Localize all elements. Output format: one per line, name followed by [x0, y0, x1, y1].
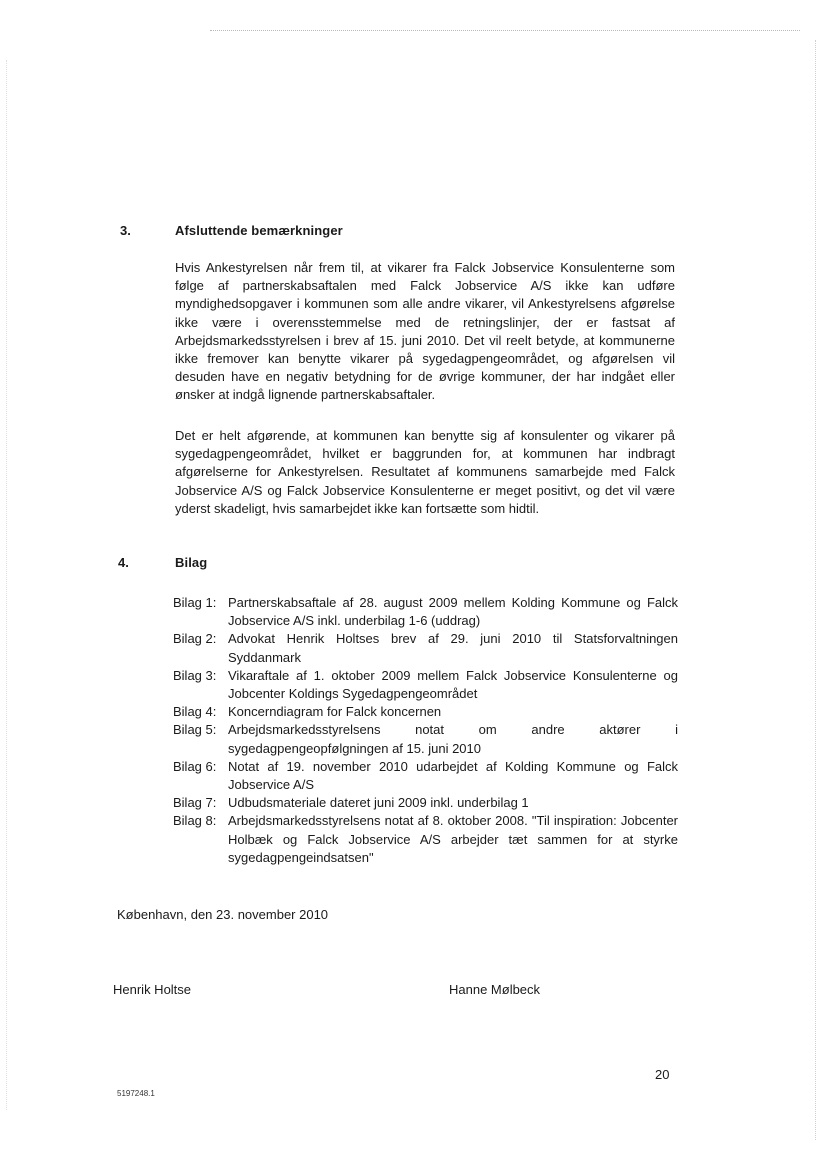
annex-description: Advokat Henrik Holtses brev af 29. juni 2010 til Statsforvaltningen Syddanmark [228, 631, 678, 665]
annex-item [173, 703, 678, 721]
annex-label: Bilag 2: [173, 631, 217, 647]
annex-description: Arbejdsmarkedsstyrelsens notat af 8. oktober 2008. "Til inspiration: Jobcenter Holbæk og Falck Jobservice A/S arbejder tæt sammen for at styrke sygedagpengeindsatsen" [228, 813, 678, 865]
annex-description: Partnerskabsaftale af 28. august 2009 mellem Kolding Kommune og Falck Jobservice A/S inkl. underbilag 1-6 (uddrag) [228, 595, 678, 629]
signatory-name: Henrik Holtse [113, 982, 192, 997]
section-title: Bilag [175, 555, 208, 570]
section-number: 3. [120, 223, 131, 238]
section-number: 4. [118, 555, 129, 570]
annex-label: Bilag 8: [173, 813, 217, 829]
annex-label: Bilag 1: [173, 595, 217, 610]
scan-edge-top [210, 30, 800, 31]
document-id: 5197248.1 [117, 1089, 155, 1098]
annex-description: Notat af 19. november 2010 udarbejdet af Kolding Kommune og Falck Jobservice A/S [228, 758, 678, 793]
signatory-name: Hanne Mølbeck [449, 982, 541, 997]
annex-item [173, 812, 678, 867]
annex-list [173, 594, 678, 867]
section-title: Afsluttende bemærkninger [175, 223, 343, 238]
annex-label: Bilag 7: [173, 795, 217, 811]
annex-label: Bilag 4: [173, 704, 217, 720]
scan-edge-right [815, 40, 816, 1140]
annex-description: Koncerndiagram for Falck koncernen [228, 704, 442, 720]
paragraph: Det er helt afgørende, at kommunen kan benytte sig af konsulenter og vikarer på sygedagpengeområdet, hvilket er baggrunden for, at kommunen har indbragt afgørelserne for Ankestyrelsen. Resultatet af kommunens samarbejde med Falck Jobservice A/S og Falck Jobservice Konsulenterne er meget positivt, og det vil være yderst skadeligt, hvis samarbejdet ikke kan fortsætte som hidtil. [175, 428, 675, 516]
annex-item [173, 721, 678, 757]
annex-description: Vikaraftale af 1. oktober 2009 mellem Falck Jobservice Konsulenterne og Jobcenter Koldings Sygedagpengeområdet [228, 667, 678, 702]
annex-label: Bilag 5: [173, 722, 217, 738]
place-and-date: København, den 23. november 2010 [117, 907, 329, 922]
paragraph: Hvis Ankestyrelsen når frem til, at vikarer fra Falck Jobservice Konsulenterne som følge af partnerskabsaftalen med Falck Jobservice A/S ikke kan udføre myndighedsopgaver i kommunen som alle andre vikarer, vil Ankestyrelsens afgørelse ikke være i overensstemmelse med de retningslinjer, der er fastsat af Arbejdsmarkedsstyrelsen i brev af 15. juni 2010. Det vil reelt betyde, at kommunerne ikke fremover kan benytte vikarer på sygedagpengeområdet, og afgørelsen vil desuden have en negativ betydning for de øvrige kommuner, der har indgået eller ønsker at indgå lignende partnerskabsaftaler. [175, 260, 675, 403]
annex-description: Udbudsmateriale dateret juni 2009 inkl. underbilag 1 [228, 795, 529, 811]
scan-edge-left [6, 60, 7, 1110]
page-number: 20 [655, 1067, 670, 1082]
annex-item [173, 630, 678, 666]
annex-description: Arbejdsmarkedsstyrelsens notat om andre aktører i sygedagpengeopfølgningen af 15. juni 2010 [228, 722, 678, 756]
annex-item [173, 758, 678, 794]
annex-item [173, 594, 678, 630]
annex-label: Bilag 3: [173, 667, 217, 683]
annex-item [173, 794, 678, 812]
annex-item [173, 667, 678, 703]
annex-label: Bilag 6: [173, 758, 217, 774]
